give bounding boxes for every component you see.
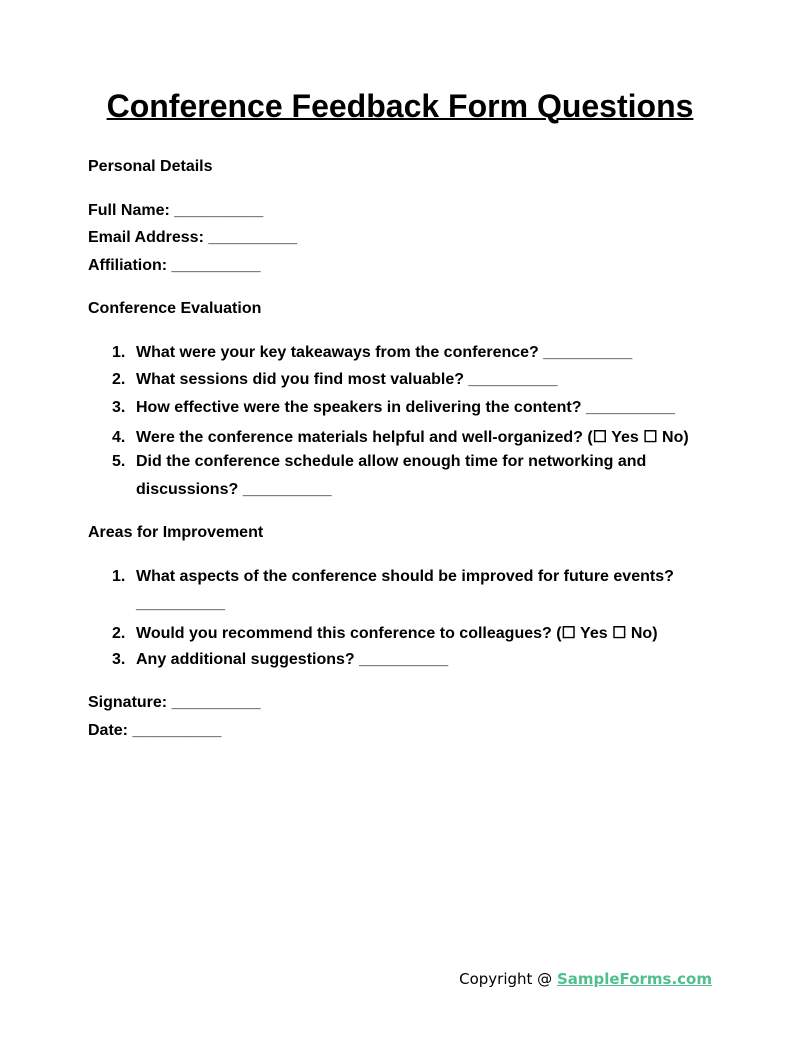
list-item-continuation: __________ [136,595,225,612]
copyright-text: Copyright @ [459,970,557,988]
item-text: Did the conference schedule allow enough time for networking and [136,453,647,470]
field-signature: Signature: __________ [88,694,261,711]
section-heading-improvement: Areas for Improvement [88,524,264,541]
item-number: 2. [112,625,126,642]
item-text: Were the conference materials helpful and well-organized? (☐ Yes ☐ No) [136,429,689,446]
field-email: Email Address: __________ [88,229,298,246]
sampleforms-link[interactable]: SampleForms.com [556,970,712,988]
item-text: What sessions did you find most valuable? __________ [136,371,558,388]
item-number: 5. [112,453,126,470]
section-heading-evaluation: Conference Evaluation [88,300,262,317]
list-item-continuation: discussions? __________ [136,481,332,498]
item-number: 3. [112,399,126,416]
section-heading-personal: Personal Details [88,158,213,175]
field-affiliation: Affiliation: __________ [88,257,261,274]
item-number: 2. [112,371,126,388]
item-text: What aspects of the conference should be improved for future events? [136,568,674,585]
list-item [112,453,646,471]
list-item [112,371,557,389]
field-date: Date: __________ [88,722,222,739]
item-text: What were your key takeaways from the conference? __________ [136,344,633,361]
item-number: 1. [112,344,126,361]
list-item [112,568,674,586]
item-number: 1. [112,568,126,585]
page-title: Conference Feedback Form Questions [106,88,694,124]
item-number: 4. [112,429,126,446]
list-item [112,623,658,643]
item-text: Any additional suggestions? __________ [136,651,449,668]
copyright-footer [459,970,712,988]
list-item [112,399,675,417]
item-number: 3. [112,651,126,668]
list-item [112,427,689,447]
item-text: Would you recommend this conference to colleagues? (☐ Yes ☐ No) [136,625,658,642]
list-item [112,344,632,362]
list-item [112,651,448,669]
field-full-name: Full Name: __________ [88,202,264,219]
item-text: How effective were the speakers in delivering the content? __________ [136,399,675,416]
